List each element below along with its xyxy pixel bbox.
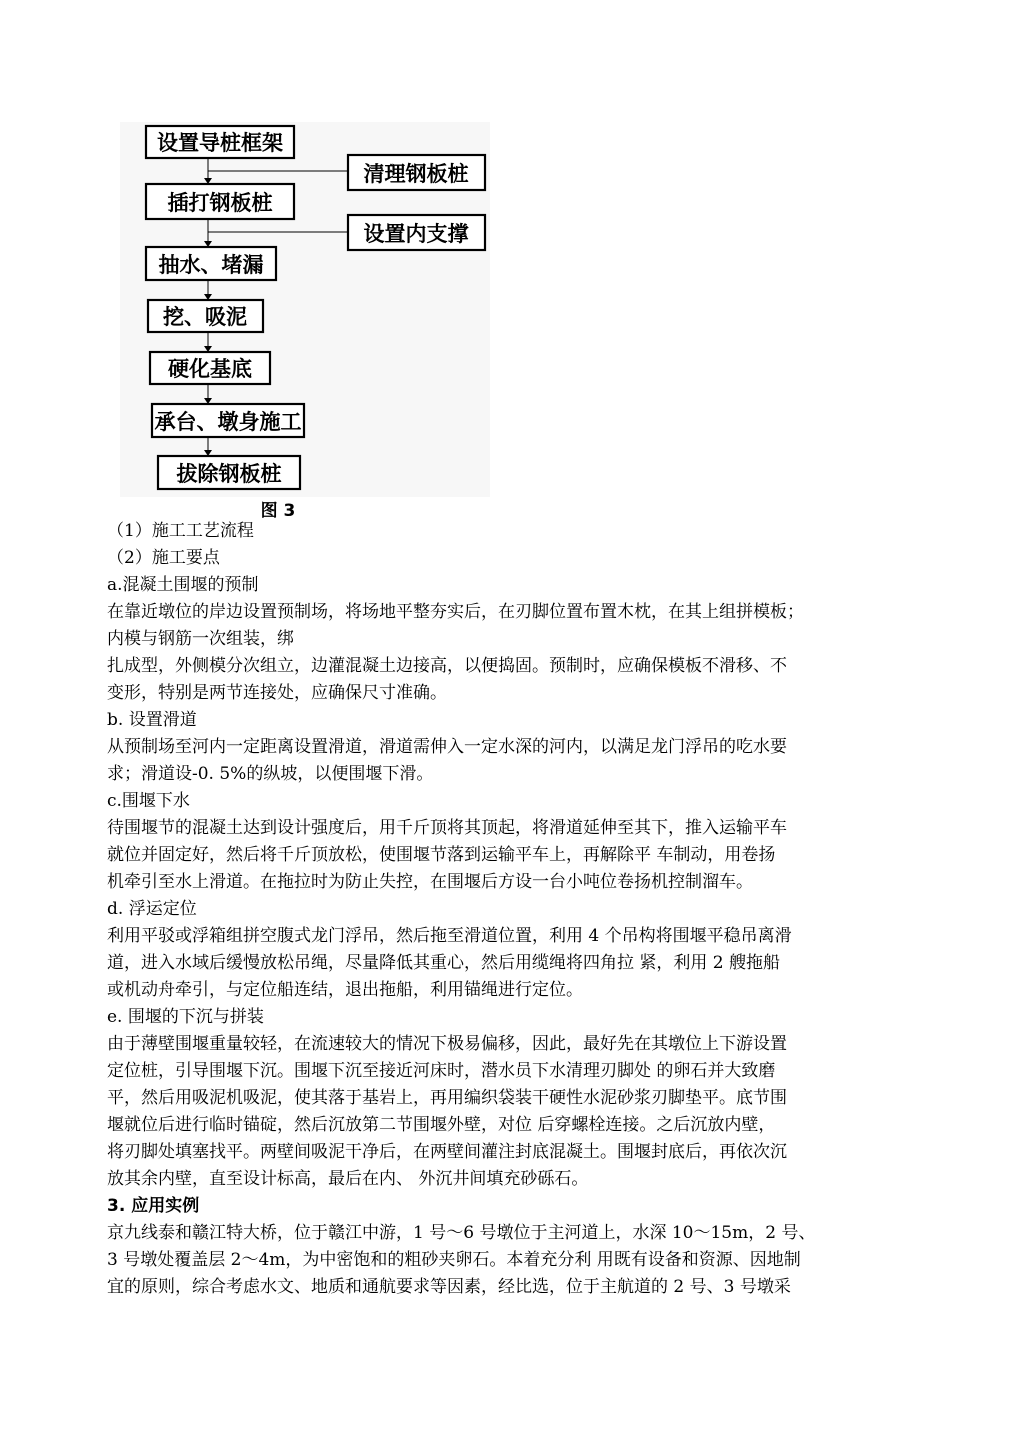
flow-step-1-label: 设置导桩框架 [157, 131, 283, 155]
flow-step-2 [146, 184, 294, 219]
flow-step-4 [148, 300, 263, 332]
section-c-paragraph [107, 815, 919, 896]
document-body [107, 518, 919, 1301]
section-3-line: 京九线泰和赣江特大桥，位于赣江中游，1 号～6 号墩位于主河道上，水深 10～15m，2 号、 [107, 1223, 816, 1243]
flow-step-6 [152, 404, 304, 437]
flow-step-7 [158, 456, 300, 489]
section-e-line: 堰就位后进行临时锚碇，然后沉放第二节围堰外壁，对位 后穿螺栓连接。之后沉放内壁， [107, 1115, 776, 1135]
section-d-paragraph [107, 923, 919, 1004]
heading-points: （2）施工要点 [107, 548, 220, 568]
section-a-paragraph [107, 599, 919, 707]
flowchart-figure [120, 122, 490, 522]
section-c-title: c.围堰下水 [107, 791, 190, 811]
flow-side-step-2 [348, 215, 485, 250]
heading-process: （1）施工工艺流程 [107, 521, 254, 541]
section-b-title: b. 设置滑道 [107, 710, 197, 730]
section-e-paragraph [107, 1031, 919, 1193]
section-c-line: 待围堰节的混凝土达到设计强度后，用千斤顶将其顶起，将滑道延伸至其下，推入运输平车 [107, 818, 787, 838]
flow-step-5-label: 硬化基底 [168, 357, 252, 381]
section-e-line: 平，然后用吸泥机吸泥，使其落于基岩上，再用编织袋装干硬性水泥砂浆刃脚垫平。底节围 [107, 1088, 787, 1108]
section-b-line: 求；滑道设-0. 5%的纵坡，以便围堰下滑。 [107, 764, 434, 784]
section-3-line: 宜的原则，综合考虑水文、地质和通航要求等因素，经比选，位于主航道的 2 号、3 号墩采 [107, 1277, 791, 1297]
section-a-title: a.混凝土围堰的预制 [107, 575, 259, 595]
section-b-line: 从预制场至河内一定距离设置滑道，滑道需伸入一定水深的河内，以满足龙门浮吊的吃水要 [107, 737, 787, 757]
section-a-line: 变形，特别是两节连接处，应确保尺寸准确。 [107, 683, 447, 703]
flowchart-svg [120, 122, 490, 522]
flow-step-1 [146, 126, 294, 158]
section-3-title: 3. 应用实例 [107, 1196, 200, 1216]
flow-side-step-1-label: 清理钢板桩 [363, 162, 469, 186]
flow-step-2-label: 插打钢板桩 [167, 191, 273, 215]
flow-step-3-label: 抽水、堵漏 [158, 253, 264, 277]
flow-step-7-label: 拔除钢板桩 [176, 462, 282, 486]
section-e-line: 放其余内壁，直至设计标高，最后在内、 外沉井间填充砂砾石。 [107, 1169, 589, 1189]
section-a-line: 在靠近墩位的岸边设置预制场，将场地平整夯实后，在刃脚位置布置木枕，在其上组拼模板； [107, 602, 804, 622]
flow-step-5 [150, 352, 270, 384]
section-c-line: 就位并固定好，然后将千斤顶放松，使围堰节落到运输平车上，再解除平 车制动，用卷扬 [107, 845, 776, 865]
section-d-line: 道，进入水域后缓慢放松吊绳，尽量降低其重心，然后用缆绳将四角拉 紧，利用 2 艘拖船 [107, 953, 781, 973]
section-a-line: 内模与钢筋一次组装，绑 [107, 629, 294, 649]
section-3-line: 3 号墩处覆盖层 2～4m，为中密饱和的粗砂夹卵石。本着充分利 用既有设备和资源、因地制 [107, 1250, 801, 1270]
figure-caption: 图 3 [260, 501, 296, 521]
section-e-line: 将刃脚处填塞找平。两壁间吸泥干净后，在两壁间灌注封底混凝土。围堰封底后，再依次沉 [107, 1142, 787, 1162]
flow-step-6-label: 承台、墩身施工 [154, 410, 302, 434]
section-e-line: 定位桩，引导围堰下沉。围堰下沉至接近河床时，潜水员下水清理刃脚处 的卵石并大致磨 [107, 1061, 776, 1081]
section-e-title: e. 围堰的下沉与拼装 [107, 1007, 264, 1027]
section-a-line: 扎成型，外侧模分次组立，边灌混凝土边接高，以便捣固。预制时，应确保模板不滑移、不 [107, 656, 787, 676]
section-b-paragraph [107, 734, 919, 788]
section-3-paragraph [107, 1220, 919, 1301]
flow-side-step-2-label: 设置内支撑 [363, 222, 469, 246]
flow-step-4-label: 挖、吸泥 [163, 305, 247, 329]
flow-side-step-1 [348, 155, 485, 190]
section-d-line: 或机动舟牵引，与定位船连结，退出拖船，利用锚绳进行定位。 [107, 980, 583, 1000]
flow-step-3 [146, 247, 276, 280]
section-d-title: d. 浮运定位 [107, 899, 197, 919]
section-d-line: 利用平驳或浮箱组拼空腹式龙门浮吊，然后拖至滑道位置，利用 4 个吊构将围堰平稳吊离滑 [107, 926, 792, 946]
section-e-line: 由于薄壁围堰重量较轻，在流速较大的情况下极易偏移，因此，最好先在其墩位上下游设置 [107, 1034, 787, 1054]
section-c-line: 机牵引至水上滑道。在拖拉时为防止失控，在围堰后方设一台小吨位卷扬机控制溜车。 [107, 872, 753, 892]
